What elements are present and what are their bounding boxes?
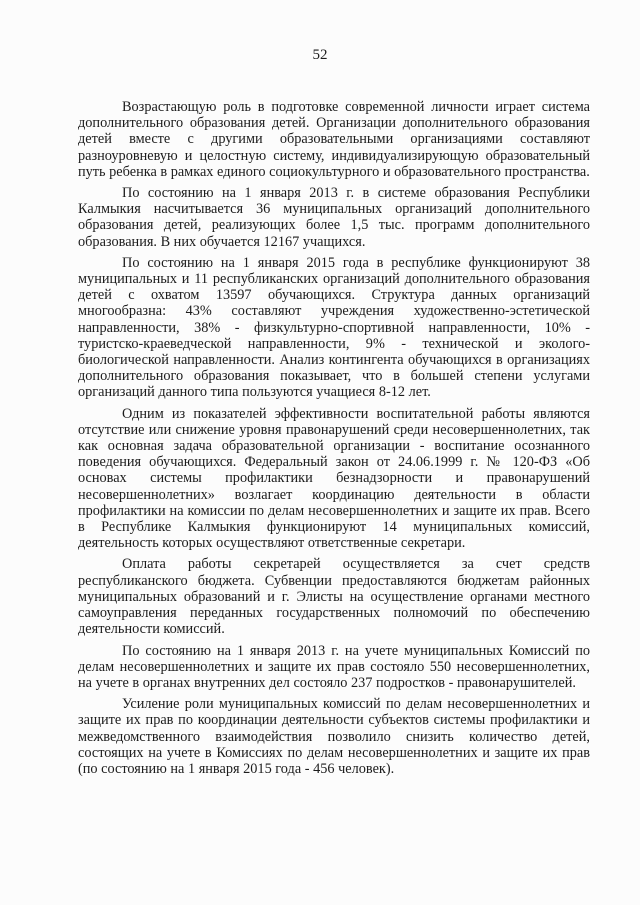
document-body (78, 99, 590, 782)
paragraph-2013-statistics: По состоянию на 1 января 2013 г. в системе образования Республики Калмыкия насчитывается 36 муниципальных организаций дополнительного образования детей, реализующих более 1,5 тыс. программ дополнительного образования. В них обучается 12167 учащихся. (78, 185, 590, 250)
paragraph-secretary-funding: Оплата работы секретарей осуществляется за счет средств республиканского бюджета. Субвенции предоставляются бюджетам районных муниципальных образований и г. Элисты на осуществление органами местного самоуправления переданных государственных полномочий по обеспечению деятельности комиссий. (78, 556, 590, 638)
paragraph-commission-role-2015: Усиление роли муниципальных комиссий по делам несовершеннолетних и защите их прав по координации деятельности субъектов системы профилактики и межведомственного взаимодействия позволило снизить количество детей, состоящих на учете в Комиссиях по делам несовершеннолетних и защите их прав (по состоянию на 1 января 2015 года - 456 человек). (78, 696, 590, 777)
paragraph-additional-education-role: Возрастающую роль в подготовке современной личности играет система дополнительного образования детей. Организации дополнительного образования детей вместе с другими образовательными организациями составляют разноуровневую и целостную систему, индивидуализирующую образовательный путь ребенка в рамках единого социокультурного и образовательного пространства. (78, 99, 590, 180)
paragraph-offense-prevention: Одним из показателей эффективности воспитательной работы являются отсутствие или снижение уровня правонарушений среди несовершеннолетних, так как основная задача образовательной организации - воспитание осознанного поведения обучающихся. Федеральный закон от 24.06.1999 г. № 120-ФЗ «Об основах системы профилактики безнадзорности и правонарушений несовершеннолетних» возлагает координацию деятельности в области профилактики на комиссии по делам несовершеннолетних и защите их прав. Всего в Республике Калмыкия функционируют 14 муниципальных комиссий, деятельность которых осуществляют ответственные секретари. (78, 405, 590, 552)
paragraph-commission-registry-2013: По состоянию на 1 января 2013 г. на учете муниципальных Комиссий по делам несовершеннолетних и защите их прав состояло 550 несовершеннолетних, на учете в органах внутренних дел состояло 237 подростков - правонарушителей. (78, 642, 590, 691)
page-number: 52 (312, 47, 328, 63)
paragraph-2015-statistics: По состоянию на 1 января 2015 года в республике функционируют 38 муниципальных и 11 республиканских организаций дополнительного образования детей с охватом 13597 обучающихся. Структура данных организаций многообразна: 43% составляют учреждения художественно-эстетической направленности, 38% - физкультурно-спортивной направленности, 10% - туристско-краеведческой направленности, 9% - технической и эколого-биологической направленности. Анализ контингента обучающихся в организациях дополнительного образования показывает, что в большей степени услугами организаций данного типа пользуются учащиеся 8-12 лет. (78, 254, 590, 401)
